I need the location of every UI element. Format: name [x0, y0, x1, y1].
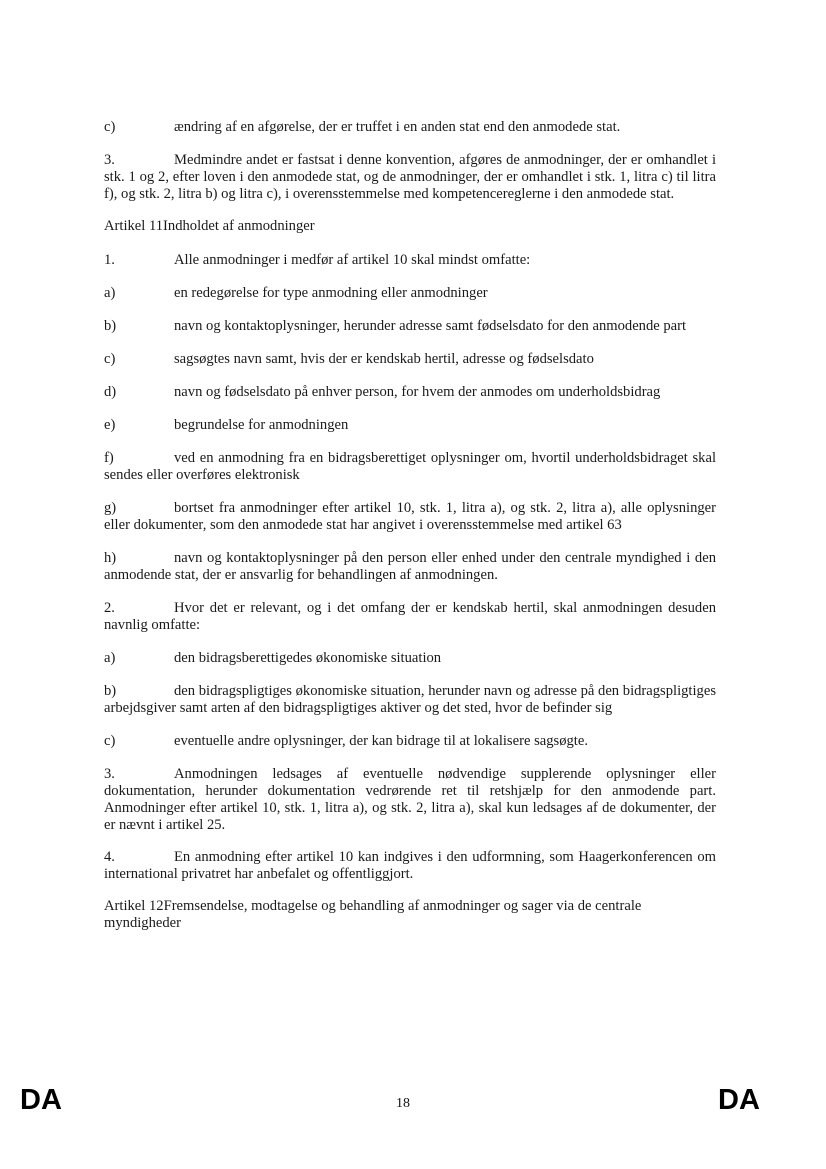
paragraph-number: 3. [104, 152, 115, 168]
item-letter: e) [104, 417, 116, 433]
item-letter: h) [104, 550, 117, 566]
paragraph-text: En anmodning efter artikel 10 kan indgives i den udformning, som Haagerkonferencen om international privatret har anbefalet og offentliggjort. [104, 849, 716, 882]
item-text: begrundelse for anmodningen [174, 417, 349, 433]
item-b-debtor [104, 683, 716, 717]
language-code-left: DA [20, 1084, 62, 1116]
article-11-heading: Artikel 11Indholdet af anmodninger [104, 218, 315, 234]
page-number: 18 [396, 1096, 410, 1111]
item-e [104, 417, 716, 434]
item-text: navn og fødselsdato på enhver person, for hvem der anmodes om underholdsbidrag [174, 384, 661, 400]
paragraph-number: 4. [104, 849, 115, 865]
item-letter: a) [104, 285, 116, 301]
item-c [104, 351, 716, 368]
item-b [104, 318, 716, 335]
item-text: eventuelle andre oplysninger, der kan bidrage til at lokalisere sagsøgte. [174, 733, 588, 749]
paragraph-number: 2. [104, 600, 115, 616]
item-letter: d) [104, 384, 117, 400]
paragraph-1-contents [104, 252, 716, 269]
item-letter: b) [104, 683, 117, 699]
item-h [104, 550, 716, 584]
item-letter: c) [104, 351, 116, 367]
paragraph-number: 3. [104, 766, 115, 782]
item-g [104, 500, 716, 534]
paragraph-text: Anmodningen ledsages af eventuelle nødvendige supplerende oplysninger eller dokumentation, herunder dokumentation vedrørende ret til retshjælp for den anmodende part. Anmodninger efter artikel 10, stk. 1, litra a), og stk. 2, litra a), skal kun ledsages af de dokumenter, der er nævnt i artikel 25. [104, 766, 716, 833]
paragraph-4-form [104, 849, 716, 883]
item-text: navn og kontaktoplysninger på den person eller enhed under den centrale myndighed i den anmodende stat, der er ansvarlig for behandlingen af anmodningen. [104, 550, 716, 583]
paragraph-2-additional [104, 600, 716, 634]
document-body [104, 119, 716, 949]
paragraph-c-amendment [104, 119, 716, 136]
article-12-heading: Artikel 12Fremsendelse, modtagelse og behandling af anmodninger og sager via de centrale myndigheder [104, 898, 642, 931]
item-c-other [104, 733, 716, 750]
paragraph-text: Alle anmodninger i medfør af artikel 10 skal mindst omfatte: [174, 252, 531, 268]
item-letter: a) [104, 650, 116, 666]
paragraph-number: 1. [104, 252, 115, 268]
item-text: navn og kontaktoplysninger, herunder adresse samt fødselsdato for den anmodende part [174, 318, 687, 334]
item-text: den bidragsberettigedes økonomiske situation [174, 650, 442, 666]
item-text: bortset fra anmodninger efter artikel 10, stk. 1, litra a), og stk. 2, litra a), alle oplysninger eller dokumenter, som den anmodede stat har angivet i overensstemmelse med artikel 63 [104, 500, 716, 533]
paragraph-number: c) [104, 119, 116, 135]
item-f [104, 450, 716, 484]
language-code-right: DA [718, 1084, 760, 1116]
item-letter: c) [104, 733, 116, 749]
item-text: en redegørelse for type anmodning eller anmodninger [174, 285, 488, 301]
paragraph-3-documentation [104, 766, 716, 834]
item-d [104, 384, 716, 401]
item-letter: f) [104, 450, 114, 466]
item-letter: g) [104, 500, 117, 516]
paragraph-text: ændring af en afgørelse, der er truffet i en anden stat end den anmodede stat. [174, 119, 621, 135]
paragraph-3-applicable-law [104, 152, 716, 203]
item-text: ved en anmodning fra en bidragsberettiget oplysninger om, hvortil underholdsbidraget skal sendes eller overføres elektronisk [104, 450, 716, 483]
item-text: den bidragspligtiges økonomiske situation, herunder navn og adresse på den bidragspligtiges arbejdsgiver samt arten af den bidragspligtiges aktiver og det sted, hvor de befinder sig [104, 683, 716, 716]
item-a-creditor [104, 650, 716, 667]
item-a [104, 285, 716, 302]
item-letter: b) [104, 318, 117, 334]
paragraph-text: Medmindre andet er fastsat i denne konvention, afgøres de anmodninger, der er omhandlet i stk. 1 og 2, efter loven i den anmodede stat, og de anmodninger, der er omhandlet i stk. 1, litra c) til litra f), og stk. 2, litra b) og litra c), i overensstemmelse med kompetencereglerne i den anmodede stat. [104, 152, 716, 202]
paragraph-text: Hvor det er relevant, og i det omfang der er kendskab hertil, skal anmodningen desuden navnlig omfatte: [104, 600, 716, 633]
item-text: sagsøgtes navn samt, hvis der er kendskab hertil, adresse og fødselsdato [174, 351, 594, 367]
